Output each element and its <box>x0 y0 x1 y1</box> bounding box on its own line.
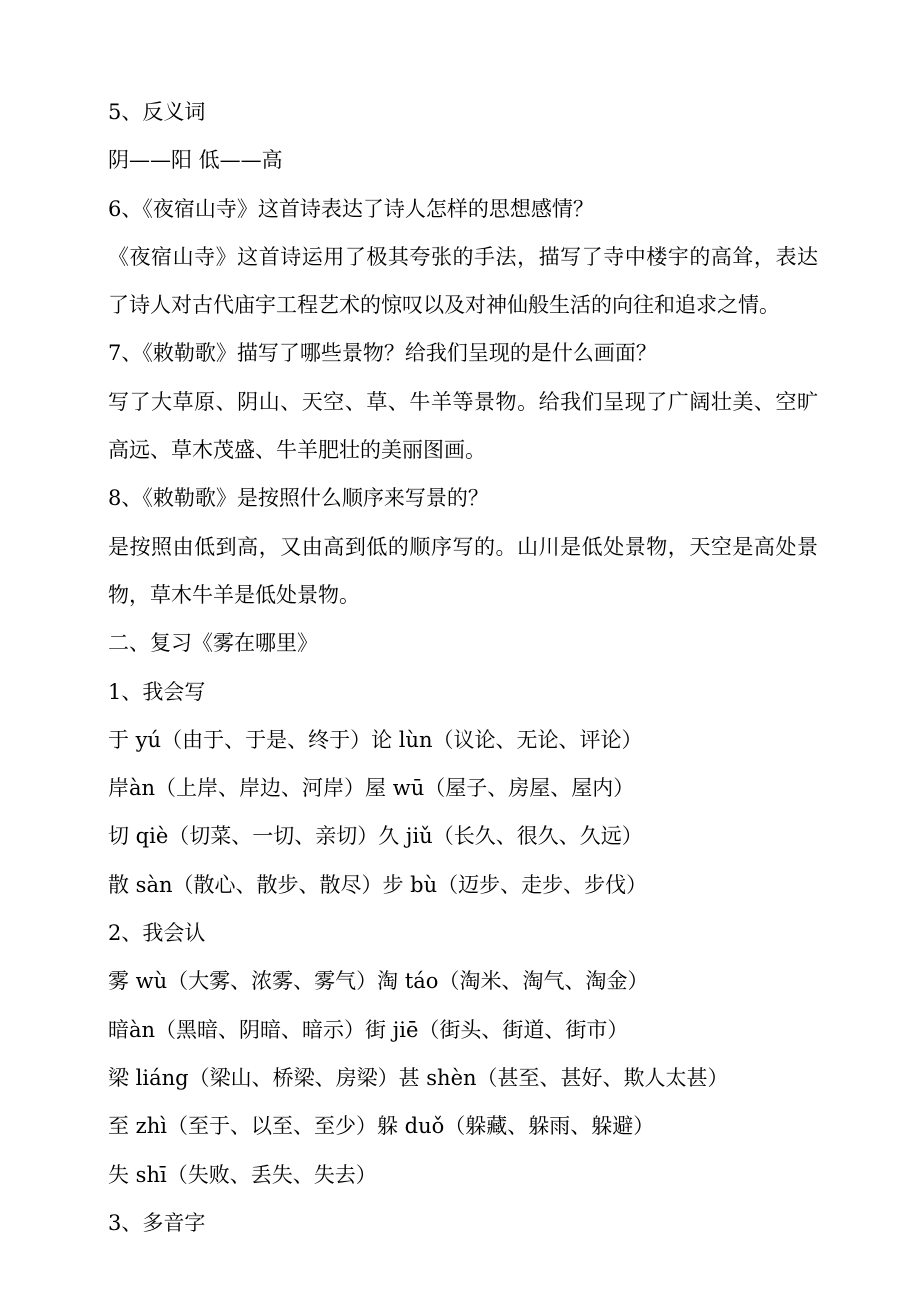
text-line: 1、我会写 <box>108 679 206 704</box>
text-line: 高远、草木茂盛、牛羊肥壮的美丽图画。 <box>108 438 486 463</box>
text-line: 雾 wù（大雾、浓雾、雾气）淘 táo（淘米、淘气、淘金） <box>108 969 649 994</box>
text-line: 失 shī（失败、丢失、失去） <box>108 1162 377 1187</box>
text-line: 3、多音字 <box>108 1210 206 1235</box>
text-line: 阴——阳 低——高 <box>108 148 283 173</box>
text-line: 至 zhì（至于、以至、至少）躲 duǒ（躲藏、躲雨、躲避） <box>108 1114 655 1139</box>
document-page <box>108 88 818 1247</box>
text-line: 《夜宿山寺》这首诗运用了极其夸张的手法，描写了寺中楼宇的高耸，表达 <box>108 244 818 269</box>
text-line: 2、我会认 <box>108 921 206 946</box>
text-line: 二、复习《雾在哪里》 <box>108 631 318 656</box>
text-line: 是按照由低到高，又由高到低的顺序写的。山川是低处景物，天空是高处景 <box>108 534 818 559</box>
text-line: 切 qiè（切菜、一切、亲切）久 jiǔ（长久、很久、久远） <box>108 824 643 849</box>
text-line: 物，草木牛羊是低处景物。 <box>108 582 360 607</box>
text-line: 7、《敕勒歌》描写了哪些景物？给我们呈现的是什么画面？ <box>108 341 657 366</box>
text-line: 写了大草原、阴山、天空、草、牛羊等景物。给我们呈现了广阔壮美、空旷 <box>108 389 818 414</box>
text-line: 散 sàn（散心、散步、散尽）步 bù（迈步、走步、步伐） <box>108 872 648 897</box>
text-line: 5、反义词 <box>108 100 206 124</box>
text-line: 于 yú（由于、于是、终于）论 lùn（议论、无论、评论） <box>108 727 643 752</box>
text-line: 6、《夜宿山寺》这首诗表达了诗人怎样的思想感情？ <box>108 196 594 221</box>
text-line: 了诗人对古代庙宇工程艺术的惊叹以及对神仙般生活的向往和追求之情。 <box>108 293 780 318</box>
text-line: 暗àn（黑暗、阴暗、暗示）街 jiē（街头、街道、街市） <box>108 1017 629 1042</box>
text-line: 梁 liáng（梁山、桥梁、房梁）甚 shèn（甚至、甚好、欺人太甚） <box>108 1065 729 1090</box>
text-line: 岸àn（上岸、岸边、河岸）屋 wū（屋子、房屋、屋内） <box>108 776 635 801</box>
text-line: 8、《敕勒歌》是按照什么顺序来写景的？ <box>108 486 489 511</box>
